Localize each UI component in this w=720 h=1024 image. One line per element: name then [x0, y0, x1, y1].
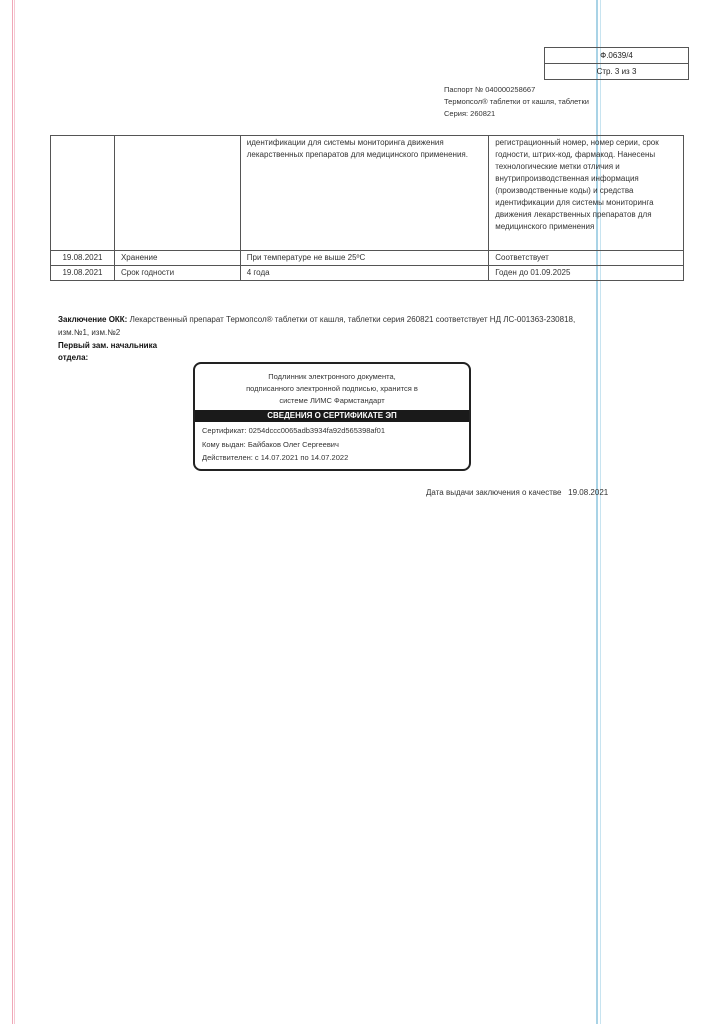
scan-edge-line-red	[12, 0, 13, 1024]
requirement-cell: 4 года	[240, 266, 488, 281]
passport-header	[444, 84, 589, 120]
result-cell: Годен до 01.09.2025	[489, 266, 684, 281]
table-row	[51, 266, 684, 281]
stamp-line-1: Подлинник электронного документа,	[268, 372, 396, 381]
passport-number: Паспорт № 040000258667	[444, 85, 536, 94]
passport-series: Серия: 260821	[444, 109, 496, 118]
form-code: Ф.0639/4	[600, 51, 633, 60]
signatory-title: Первый зам. начальника	[58, 341, 158, 350]
result-cell: регистрационный номер, номер серии, срок годности, штрих-код, фармакод. Нанесены технологические метки отличия и внутрипроизводственная информация (производственные коды) и средства идентификации для системы мониторинга движения лекарственных препаратов для медицинского применения	[489, 136, 684, 251]
certificate-owner: Кому выдан: Байбаков Олег Сергеевич	[202, 439, 339, 449]
passport-product: Термопсол® таблетки от кашля, таблетки	[444, 97, 589, 106]
issue-date: Дата выдачи заключения о качестве 19.08.2021	[426, 488, 609, 497]
parameter-cell: Срок годности	[114, 266, 240, 281]
parameter-cell	[114, 136, 240, 251]
certificate-number: Сертификат: 0254dccc0065adb3934fa92d565398af01	[202, 426, 386, 435]
page-number: Стр. 3 из 3	[545, 63, 688, 79]
date-cell	[51, 136, 115, 251]
table-row	[51, 136, 684, 251]
electronic-signature-stamp	[193, 362, 471, 471]
stamp-certificate-band: СВЕДЕНИЯ О СЕРТИФИКАТЕ ЭП	[195, 410, 469, 422]
signatory	[58, 340, 157, 364]
requirement-cell: идентификации для системы мониторинга движения лекарственных препаратов для медицинского применения.	[240, 136, 488, 251]
date-cell: 19.08.2021	[51, 251, 115, 266]
stamp-line-3: системе ЛИМС Фармстандарт	[279, 396, 385, 405]
result-cell: Соответствует	[489, 251, 684, 266]
conclusion-label: Заключение ОКК:	[58, 315, 128, 324]
parameter-cell: Хранение	[114, 251, 240, 266]
qc-conclusion	[58, 313, 578, 339]
form-code-box	[544, 47, 689, 80]
date-cell: 19.08.2021	[51, 266, 115, 281]
stamp-line-2: подписанного электронной подписью, хранится в	[246, 384, 418, 393]
quality-table	[50, 135, 684, 281]
requirement-cell: При температуре не выше 25ºС	[240, 251, 488, 266]
certificate-validity: Действителен: с 14.07.2021 по 14.07.2022	[202, 453, 349, 462]
conclusion-text: Лекарственный препарат Термопсол® таблетки от кашля, таблетки серия 260821 соответствует НД ЛС-001363-230818, изм.№1, изм.№2	[58, 315, 576, 337]
scan-edge-line-pink	[14, 0, 15, 1024]
table-row	[51, 251, 684, 266]
signatory-department: отдела:	[58, 353, 89, 362]
